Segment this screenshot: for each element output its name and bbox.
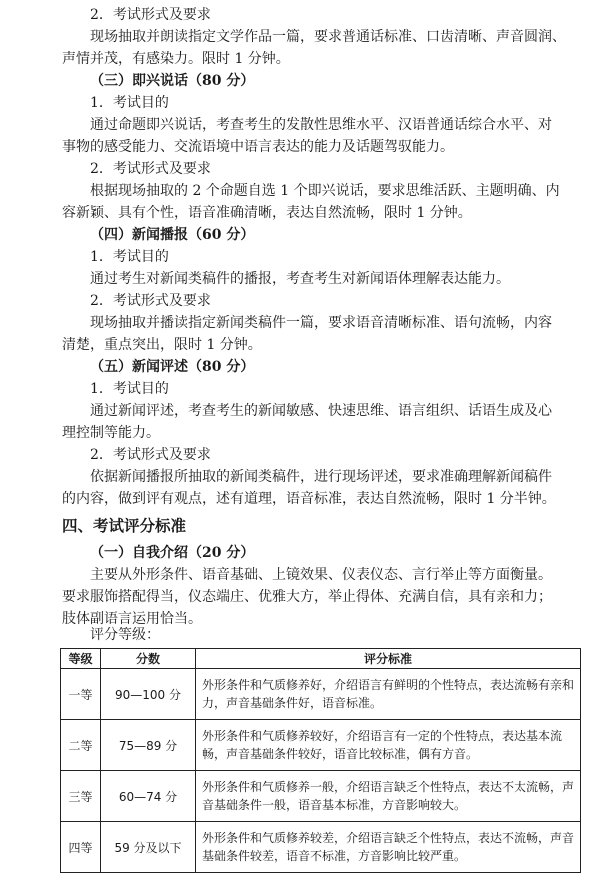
paragraph-line: 肢体副语言运用恰当。	[62, 611, 202, 627]
item-label: 2．考试形式及要求	[90, 447, 211, 463]
grading-table	[60, 648, 581, 873]
table-header-row	[61, 649, 581, 669]
paragraph-line: 容新颖、具有个性，语音准确清晰，表达自然流畅，限时 1 分钟。	[62, 205, 472, 221]
grade-cell: 三等	[61, 771, 101, 822]
table-row	[61, 720, 581, 771]
paragraph-line: 要求服饰搭配得当，仪态端庄、优雅大方，举止得体、充满自信，具有亲和力；	[62, 589, 552, 605]
table-row	[61, 669, 581, 720]
subsection-title: （五）新闻评述（80 分）	[90, 359, 255, 375]
paragraph-line: 事物的感受能力、交流语境中语言表达的能力及话题驾驭能力。	[62, 139, 454, 155]
item-label: 2．考试形式及要求	[90, 7, 211, 23]
paragraph-line: 根据现场抽取的 2 个命题自选 1 个即兴说话，要求思维活跃、主题明确、内	[90, 183, 560, 199]
paragraph-line: 现场抽取并播读指定新闻类稿件一篇，要求语音清晰标准、语句流畅，内容	[90, 315, 552, 331]
table-row	[61, 771, 581, 822]
score-cell: 75—89 分	[101, 720, 196, 771]
paragraph-line: 通过新闻评述，考查考生的新闻敏感、快速思维、语言组织、话语生成及心	[90, 403, 552, 419]
item-label: 2．考试形式及要求	[90, 161, 211, 177]
paragraph-line: 的内容，做到评有观点，述有道理，语音标准，表达自然流畅，限时 1 分半钟。	[62, 491, 556, 507]
criteria-cell: 外形条件和气质修养一般，介绍语言缺乏个性特点，表达不太流畅，声音基础条件一般，语音基本标准，方音影响较大。	[196, 771, 581, 822]
score-cell: 59 分及以下	[101, 822, 196, 873]
criteria-cell: 外形条件和气质修养好，介绍语言有鲜明的个性特点，表达流畅有亲和力，声音基础条件好，语音标准。	[196, 669, 581, 720]
paragraph-line: 清楚，重点突出，限时 1 分钟。	[62, 337, 262, 353]
criteria-cell: 外形条件和气质修养较差，介绍语言缺乏个性特点，表达不流畅，声音基础条件较差，语音不标准，方音影响比较严重。	[196, 822, 581, 873]
header-grade: 等级	[61, 649, 101, 669]
paragraph-line: 主要从外形条件、语音基础、上镜效果、仪表仪态、言行举止等方面衡量。	[90, 567, 552, 583]
score-cell: 90—100 分	[101, 669, 196, 720]
table-caption: 评分等级：	[90, 627, 160, 643]
paragraph-line: 声情并茂，有感染力。限时 1 分钟。	[62, 51, 290, 67]
item-label: 1．考试目的	[90, 249, 169, 265]
subsection-title: （三）即兴说话（80 分）	[90, 73, 255, 89]
table-row	[61, 822, 581, 873]
grade-cell: 二等	[61, 720, 101, 771]
header-criteria: 评分标准	[196, 649, 581, 669]
paragraph-line: 理控制等能力。	[62, 425, 160, 441]
section-title: 四、考试评分标准	[62, 516, 187, 535]
subsection-title: （四）新闻播报（60 分）	[90, 227, 255, 243]
criteria-cell: 外形条件和气质修养较好，介绍语言有一定的个性特点，表达基本流畅，声音基础条件较好，语音比较标准，偶有方音。	[196, 720, 581, 771]
item-label: 2．考试形式及要求	[90, 293, 211, 309]
grade-cell: 一等	[61, 669, 101, 720]
item-label: 1．考试目的	[90, 381, 169, 397]
header-score: 分数	[101, 649, 196, 669]
subsection-title: （一）自我介绍（20 分）	[90, 545, 255, 561]
paragraph-line: 依据新闻播报所抽取的新闻类稿件，进行现场评述，要求准确理解新闻稿件	[90, 469, 552, 485]
paragraph-line: 现场抽取并朗读指定文学作品一篇，要求普通话标准、口齿清晰、声音圆润、	[90, 29, 566, 45]
score-cell: 60—74 分	[101, 771, 196, 822]
paragraph-line: 通过命题即兴说话，考查考生的发散性思维水平、汉语普通话综合水平、对	[90, 117, 552, 133]
item-label: 1．考试目的	[90, 95, 169, 111]
grade-cell: 四等	[61, 822, 101, 873]
paragraph-line: 通过考生对新闻类稿件的播报，考查考生对新闻语体理解表达能力。	[90, 271, 510, 287]
